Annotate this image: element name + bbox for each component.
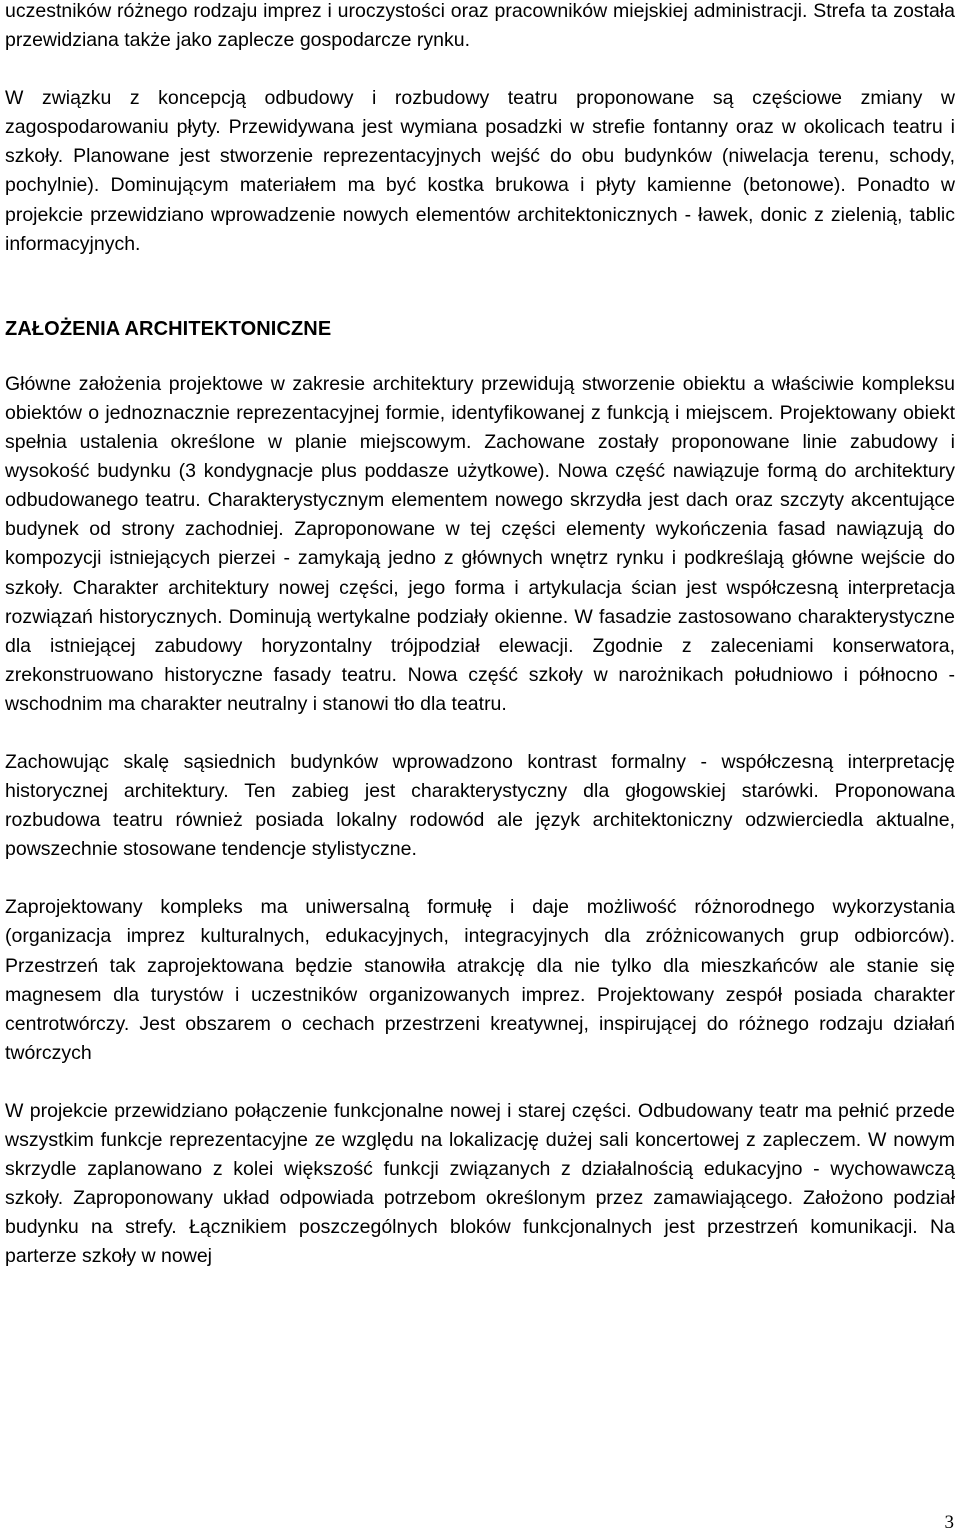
paragraph-contrast: Zachowując skalę sąsiednich budynków wprowadzono kontrast formalny - współczesną interpretację historycznej architektury. Ten zabieg jest charakterystyczny dla głogowskiej starówki. Proponowana rozbudowa teatru również posiada lokalny rodowód ale język architektoniczny odzwierciedla aktualne, powszechnie stosowane tendencje stylistyczne. <box>5 750 955 861</box>
paragraph-intro-tail: uczestników różnego rodzaju imprez i uroczystości oraz pracowników miejskiej administracji. Strefa ta została przewidziana także jako zaplecze gospodarcze rynku. <box>5 0 955 52</box>
paragraph-universal: Zaprojektowany kompleks ma uniwersalną formułę i daje możliwość różnorodnego wykorzystania (organizacja imprez kulturalnych, edukacyjnych, integracyjnych dla zróżnicowanych grup odbiorców). Przestrzeń tak zaprojektowana będzie stanowiła atrakcję dla nie tylko dla mieszkańców ale stanie się magnesem dla turystów i uczestników organizowanych imprez. Projektowany zespół posiada charakter centrotwórczy. Jest obszarem o cechach przestrzeni kreatywnej, inspirującej do różnego rodzaju działań twórczych <box>5 896 955 1064</box>
paragraph-functional: W projekcie przewidziano połączenie funkcjonalne nowej i starej części. Odbudowany teatr ma pełnić przede wszystkim funkcje reprezentacyjne ze względu na lokalizację dużej sali koncertowej z zapleczem. W nowym skrzydle zaplanowano z kolei większość funkcji związanych z działalnością edukacyjno - wychowawczą szkoły. Zaproponowany układ odpowiada potrzebom określonym przez zamawiającego. Założono podział budynku na strefy. Łącznikiem poszczególnych bloków funkcjonalnych jest przestrzeń komunikacji. Na parterze szkoły w nowej <box>5 1099 955 1268</box>
document-page <box>5 0 955 1271</box>
section-heading: ZAŁOŻENIA ARCHITEKTONICZNE <box>5 317 332 340</box>
paragraph-main-assumptions: Główne założenia projektowe w zakresie architektury przewidują stworzenie obiektu a właściwie kompleksu obiektów o jednoznacznie reprezentacyjnej formie, identyfikowanej z funkcją i miejscem. Projektowany obiekt spełnia ustalenia określone w planie miejscowym. Zachowane zostały proponowane linie zabudowy i wysokość budynku (3 kondygnacje plus poddasze użytkowe). Nowa część nawiązuje formą do architektury odbudowanego teatru. Charakterystycznym elementem nowego skrzydła jest dach oraz szczyty akcentujące budynek od strony zachodniej. Zaproponowane w tej części elementy wykończenia fasad nawiązują do kompozycji istniejących pierzei - zamykają jedno z głównych wnętrz rynku i podkreślają główne wejście do szkoły. Charakter architektury nowej części, jego forma i artykulacja ścian jest współczesną interpretacja rozwiązań historycznych. Dominują wertykalne podziały okienne. W fasadzie zastosowano charakterystyczne dla istniejącej zabudowy horyzontalny trójpodział elewacji. Zgodnie z zaleceniami konserwatora, zrekonstruowano historyczne fasady teatru. Nowa część szkoły w narożnikach południowo i północno - wschodnim ma charakter neutralny i stanowi tło dla teatru. <box>5 372 955 715</box>
page-number: 3 <box>944 1512 954 1533</box>
paragraph-reconstruction: W związku z koncepcją odbudowy i rozbudowy teatru proponowane są częściowe zmiany w zagospodarowaniu płyty. Przewidywana jest wymiana posadzki w strefie fontanny oraz w okolicach teatru i szkoły. Planowane jest stworzenie reprezentacyjnych wejść do obu budynków (niwelacja terenu, schody, pochylnie). Dominującym materiałem ma być kostka brukowa i płyty kamienne (betonowe). Ponadto w projekcie przewidziano wprowadzenie nowych elementów architektonicznych - ławek, donic z zielenią, tablic informacyjnych. <box>5 87 955 255</box>
